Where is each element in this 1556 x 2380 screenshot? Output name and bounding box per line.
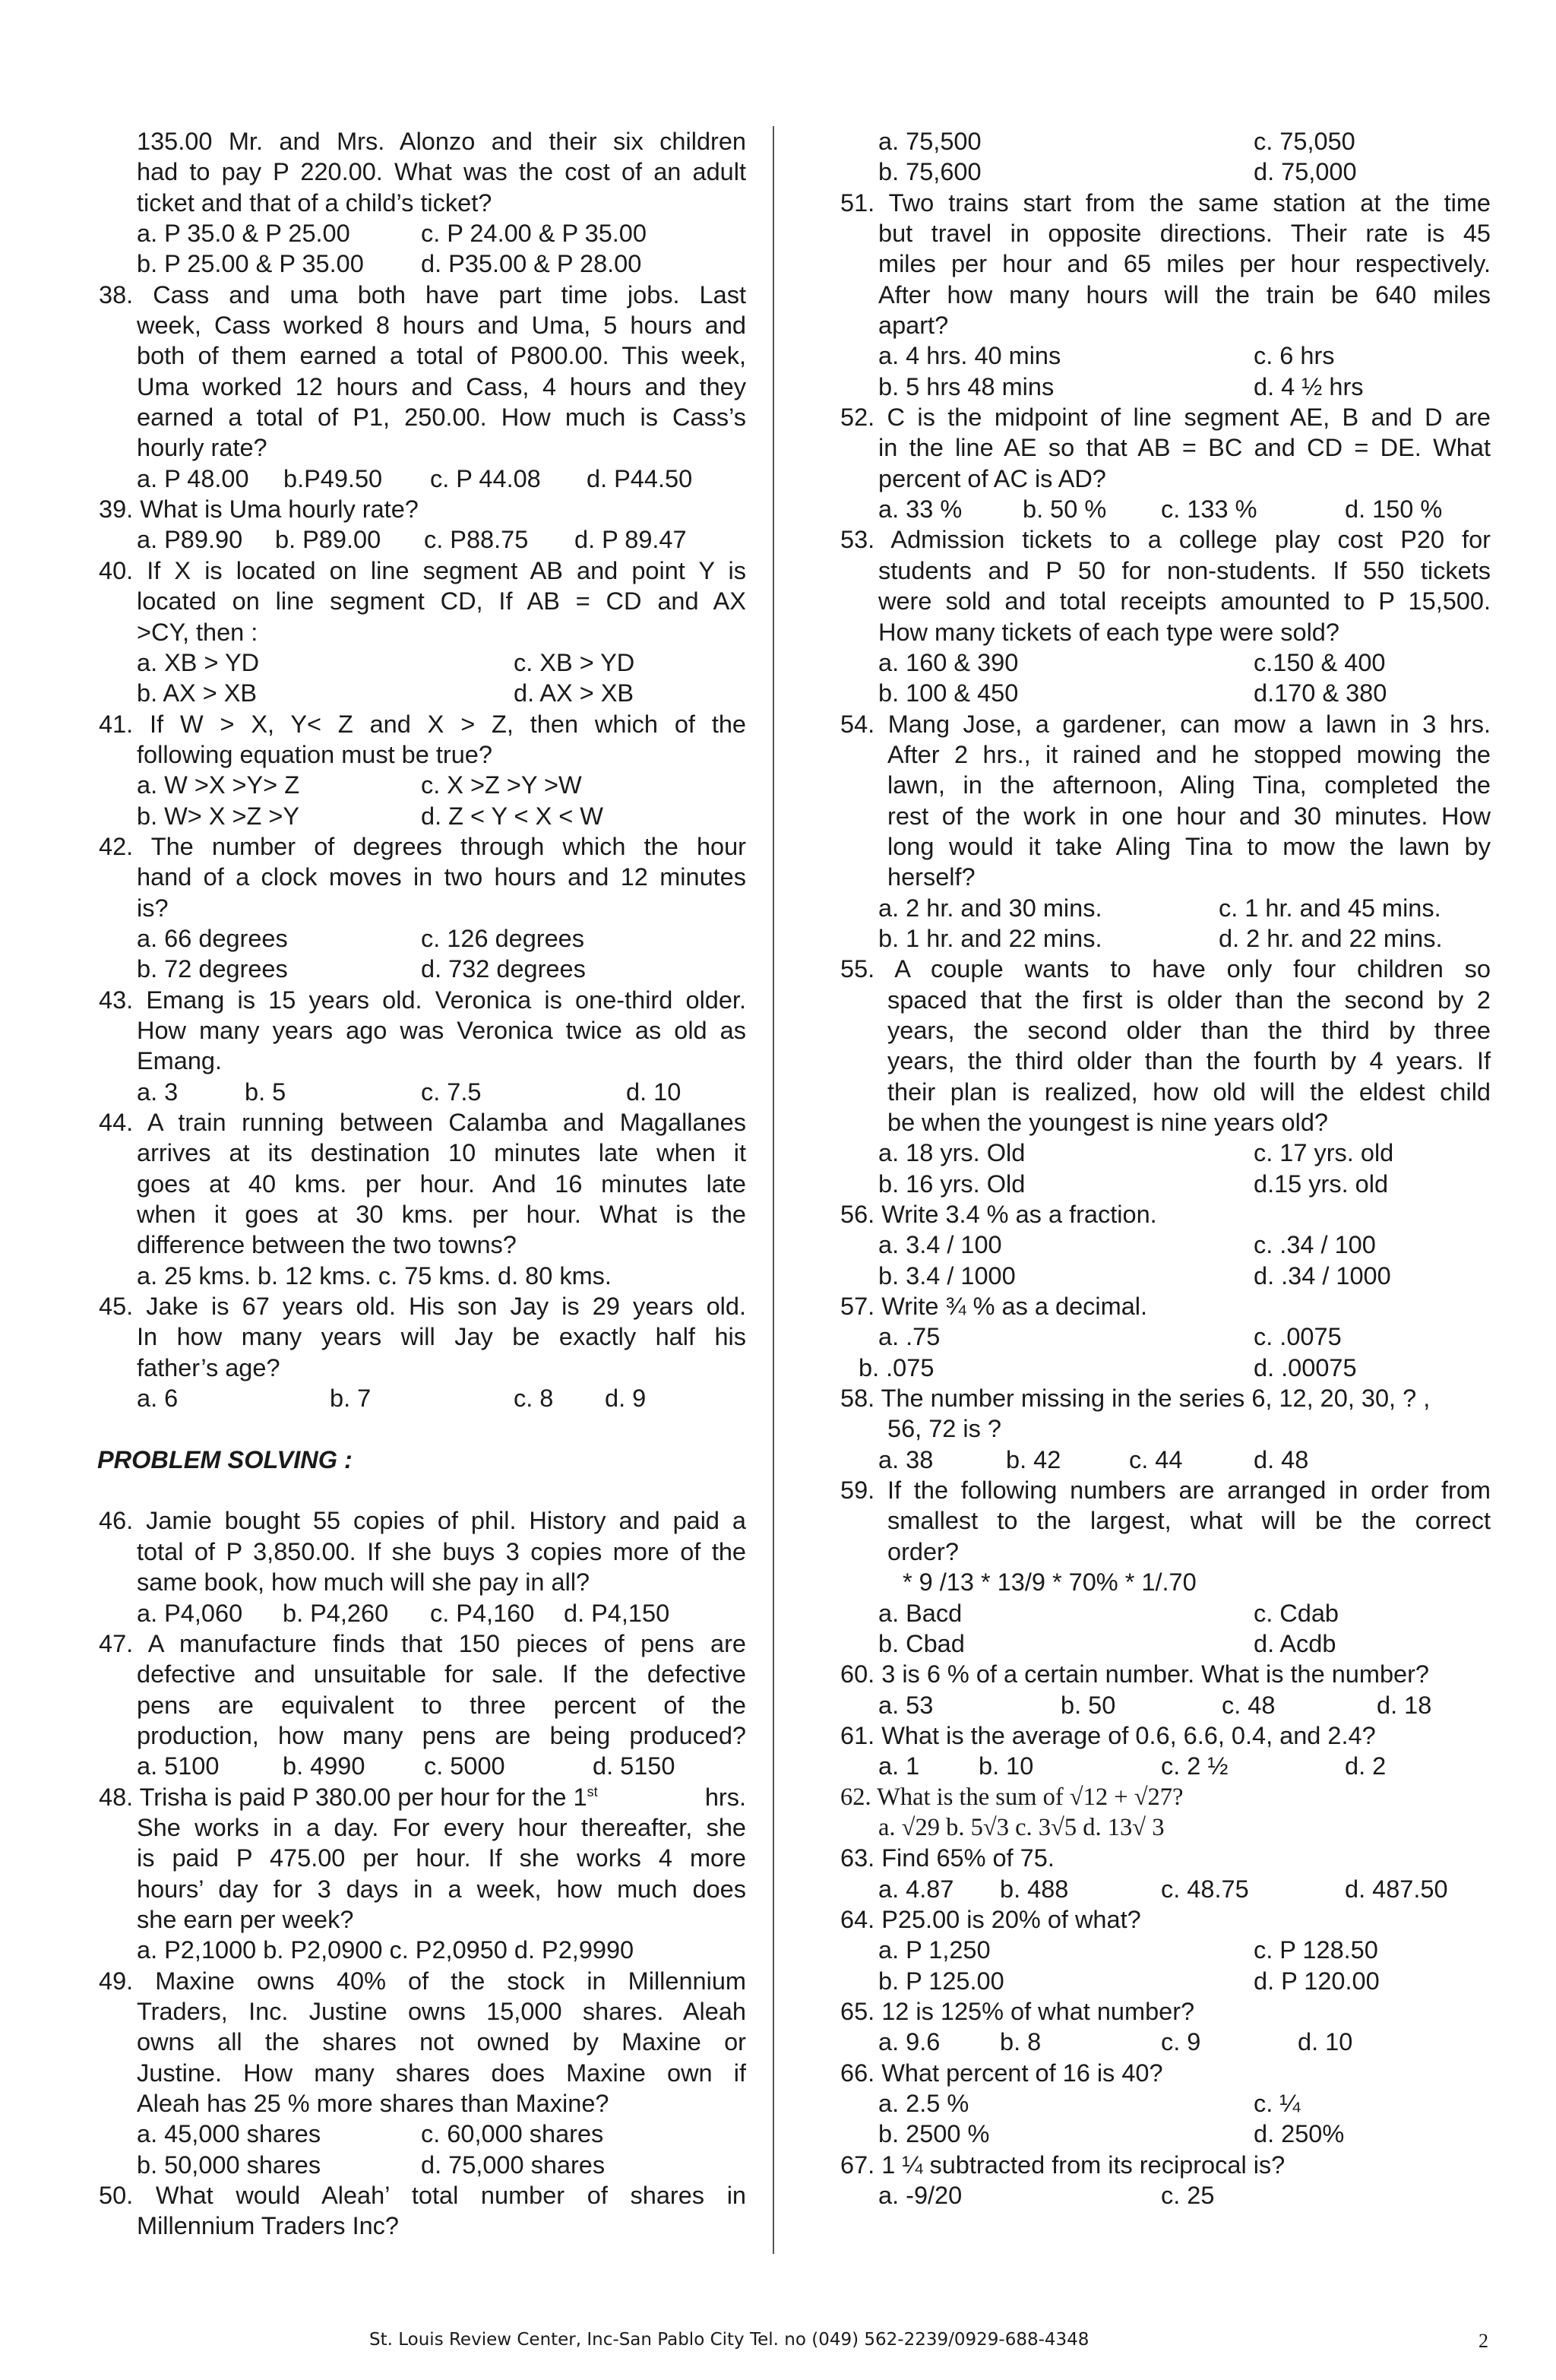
option-a: a. 160 & 390	[878, 648, 1019, 676]
question-text: following equation must be true?	[137, 740, 492, 768]
option-d: d. 9	[605, 1385, 647, 1413]
question-text: long would it take Aling Tina to mow the lawn by	[887, 832, 1491, 860]
option-c: c. P 44.08	[430, 464, 541, 492]
question-text: How many years ago was Veronica twice as old as	[137, 1016, 746, 1044]
question-text: 58. The number missing in the series 6, 12, 20, 30, ? ,	[840, 1385, 1431, 1413]
question-text: 59. If the following numbers are arranged in order from	[840, 1476, 1491, 1505]
option-c: c. 9	[1161, 2028, 1201, 2056]
option-c: c. XB > YD	[514, 648, 635, 676]
question-text: In how many years will Jay be exactly half his	[137, 1323, 746, 1351]
question-text: owns all the shares not owned by Maxine or	[137, 2028, 746, 2056]
options-row	[840, 126, 1491, 157]
option-b: b. .075	[859, 1353, 935, 1381]
option-d: d. 2	[1345, 1752, 1387, 1780]
question-text: located on line segment CD, If AB = CD and AX	[137, 587, 746, 616]
options-row	[840, 1751, 1491, 1781]
option-a: a. W >X >Y> Z	[137, 771, 300, 799]
question-text: rest of the work in one hour and 30 minutes. How	[887, 802, 1491, 830]
question-text: is paid P 475.00 per hour. If she works 4 more	[137, 1844, 746, 1872]
option-d: d. 2 hr. and 22 mins.	[1219, 924, 1443, 952]
options-row	[840, 340, 1491, 371]
option-a: a. 38	[878, 1445, 934, 1473]
options-row	[99, 647, 746, 678]
question-text: pens are equivalent to three percent of the	[137, 1691, 746, 1719]
option-a: a. 2.5 %	[878, 2090, 969, 2117]
question-text: herself?	[887, 863, 976, 891]
option-a: a. P 48.00	[137, 464, 249, 492]
options-row	[840, 1628, 1491, 1659]
option-c: c. 6 hrs	[1254, 342, 1335, 370]
option-b: b. P89.00	[275, 526, 381, 554]
option-a: a. P 35.0 & P 25.00	[137, 220, 350, 248]
option-a: a. -9/20	[878, 2182, 963, 2210]
options-row	[840, 923, 1491, 954]
question-text: years, the third older than the fourth by 4 years. If	[887, 1047, 1491, 1075]
question-text: 56. Write 3.4 % as a fraction.	[840, 1201, 1157, 1229]
options-row	[840, 157, 1491, 187]
question-text: same book, how much will she pay in all?	[137, 1568, 590, 1597]
option-a: a. 3	[137, 1078, 179, 1106]
question-text: 67. 1 ¼ subtracted from its reciprocal is?	[840, 2151, 1286, 2179]
option-d: d. 10	[1298, 2028, 1353, 2056]
option-c: c.150 & 400	[1254, 648, 1386, 676]
options-row	[99, 770, 746, 800]
options-row	[840, 2027, 1491, 2057]
option-c: c. .34 / 100	[1254, 1231, 1376, 1259]
option-a: a. XB > YD	[137, 648, 260, 676]
question-text: 66. What percent of 16 is 40?	[840, 2059, 1163, 2087]
question-text: Traders, Inc. Justine owns 15,000 shares. Aleah	[137, 1997, 746, 2025]
question-text: Uma worked 12 hours and Cass, 4 hours and they	[137, 372, 746, 400]
option-a: a. 1	[878, 1752, 920, 1780]
options-row	[99, 218, 746, 248]
option-d: d.170 & 380	[1254, 679, 1387, 707]
option-b: b. 42	[1006, 1445, 1061, 1473]
options-row	[840, 647, 1491, 678]
question-text: spaced that the first is older than the second by 2	[887, 986, 1491, 1014]
question-text: miles per hour and 65 miles per hour respectively.	[878, 250, 1491, 278]
question-text: 44. A train running between Calamba and Magallanes	[99, 1109, 746, 1136]
options-row	[99, 1751, 746, 1781]
question-text: 54. Mang Jose, a gardener, can mow a lawn in 3 hrs.	[840, 710, 1491, 738]
options-row	[840, 1230, 1491, 1260]
options-row	[99, 954, 746, 984]
option-a: a. 2 hr. and 30 mins.	[878, 894, 1102, 922]
question-text: 55. A couple wants to have only four children so	[840, 955, 1491, 983]
question-text: percent of AC is AD?	[878, 464, 1106, 492]
question-text: ticket and that of a child’s ticket?	[137, 188, 492, 217]
footer-contact: St. Louis Review Center, Inc-San Pablo City Tel. no (049) 562-2239/0929-688-4348	[369, 2330, 1090, 2350]
option-d: d. 18	[1377, 1691, 1432, 1719]
question-text: 43. Emang is 15 years old. Veronica is one-third older.	[99, 986, 746, 1014]
option-a: a. P 1,250	[878, 1936, 991, 1964]
option-b: b. 50	[1061, 1691, 1116, 1719]
option-d: d.15 yrs. old	[1254, 1169, 1389, 1198]
option-d: d. 487.50	[1345, 1875, 1448, 1903]
option-c: c. 1 hr. and 45 mins.	[1219, 894, 1441, 922]
option-a: a. 66 degrees	[137, 924, 288, 952]
question-text: 63. Find 65% of 75.	[840, 1844, 1055, 1872]
option-a: a. 6	[137, 1385, 179, 1413]
question-text: smallest to the largest, what will be the correct	[887, 1507, 1491, 1535]
option-d: d. .34 / 1000	[1254, 1261, 1391, 1290]
option-c: c. 7.5	[421, 1078, 482, 1106]
option-a: a. 5100	[137, 1752, 220, 1780]
question-text: were sold and total receipts amounted to P 15,500.	[878, 587, 1491, 616]
question-text: 56, 72 is ?	[887, 1415, 1001, 1443]
options-row	[99, 1077, 746, 1107]
question-text: total of P 3,850.00. If she buys 3 copies more of the	[137, 1537, 746, 1565]
option-b: b. 5	[245, 1078, 286, 1106]
question-text: lawn, in the afternoon, Aling Tina, completed the	[887, 771, 1491, 799]
option-c: c. 48	[1222, 1691, 1276, 1719]
option-a: a. 9.6	[878, 2028, 941, 2056]
options-row	[840, 1935, 1491, 1965]
options-row	[840, 1261, 1491, 1291]
options-row	[840, 1169, 1491, 1199]
option-b: b.P49.50	[283, 464, 383, 492]
option-b: b. 2500 %	[878, 2120, 990, 2148]
question-text-part: 48. Trisha is paid P 380.00 per hour for the 1st	[99, 1783, 598, 1811]
question-text: 46. Jamie bought 55 copies of phil. History and paid a	[99, 1507, 746, 1535]
question-text: 49. Maxine owns 40% of the stock in Millennium	[99, 1967, 746, 1995]
question-text: Emang.	[137, 1047, 223, 1075]
question-text: Aleah has 25 % more shares than Maxine?	[137, 2090, 609, 2117]
option-d: d. P4,150	[564, 1599, 670, 1627]
option-b: b. 75,600	[878, 158, 982, 186]
question-text: she earn per week?	[137, 1905, 354, 1933]
option-c: c. 2 ½	[1161, 1752, 1229, 1780]
option-b: b. 5 hrs 48 mins	[878, 372, 1055, 400]
option-a: a. 3.4 / 100	[878, 1231, 1002, 1259]
option-c: c. 133 %	[1161, 495, 1257, 524]
question-text: order?	[887, 1537, 959, 1565]
question-text: She works in a day. For every hour thereafter, she	[137, 1813, 746, 1841]
options-row	[99, 923, 746, 954]
options-row	[840, 2180, 1491, 2211]
option-a: a. 18 yrs. Old	[878, 1139, 1026, 1167]
options-row	[840, 893, 1491, 923]
option-d: d. P 120.00	[1254, 1967, 1380, 1995]
options-row	[99, 2119, 746, 2149]
question-text: students and P 50 for non-students. If 550 tickets	[878, 556, 1491, 584]
question-text: father’s age?	[137, 1353, 280, 1381]
options-row	[840, 1966, 1491, 1996]
option-c: c. 44	[1129, 1445, 1183, 1473]
question-text-part: hrs.	[704, 1783, 746, 1811]
option-d: d. Acdb	[1254, 1629, 1336, 1657]
option-a: a. Bacd	[878, 1599, 963, 1627]
option-d: d. P35.00 & P 28.00	[421, 250, 642, 278]
question-text: How many tickets of each type were sold?	[878, 618, 1339, 646]
option-d: d. 250%	[1254, 2120, 1345, 2148]
option-a: a. 4.87	[878, 1875, 954, 1903]
option-c: c. P4,160	[430, 1599, 535, 1627]
option-c: c. 60,000 shares	[421, 2120, 604, 2148]
question-text	[99, 1782, 746, 1812]
left-column	[99, 126, 746, 2242]
option-c: c. 8	[514, 1385, 554, 1413]
question-text: After 2 hrs., it rained and he stopped mowing the	[887, 740, 1491, 768]
question-text: 41. If W > X, Y< Z and X > Z, then which of the	[99, 710, 746, 738]
options-row: a. 25 kms. b. 12 kms. c. 75 kms. d. 80 kms.	[137, 1261, 612, 1290]
question-text: 62. What is the sum of √12 + √27?	[840, 1783, 1184, 1811]
question-text: earned a total of P1, 250.00. How much is Cass’s	[137, 404, 746, 432]
options-row	[840, 678, 1491, 708]
options-row	[99, 1598, 746, 1628]
question-text: 40. If X is located on line segment AB and point Y is	[99, 556, 746, 584]
question-text: be when the youngest is nine years old?	[887, 1109, 1328, 1136]
option-b: b. AX > XB	[137, 679, 258, 707]
question-text: 42. The number of degrees through which the hour	[99, 832, 746, 860]
question-text: Justine. How many shares does Maxine own if	[137, 2059, 746, 2087]
option-a: a. 33 %	[878, 495, 963, 524]
option-c: c. P88.75	[424, 526, 529, 554]
options-row	[99, 464, 746, 494]
option-c: c. 17 yrs. old	[1254, 1139, 1394, 1167]
question-text: apart?	[878, 312, 949, 340]
options-row	[99, 801, 746, 831]
option-b: b. 100 & 450	[878, 679, 1019, 707]
option-d: d. 75,000 shares	[421, 2151, 606, 2179]
option-b: b. 10	[979, 1752, 1034, 1780]
option-d: d. 10	[626, 1078, 682, 1106]
question-text: arrives at its destination 10 minutes late when it	[137, 1139, 746, 1167]
option-b: b. 50,000 shares	[137, 2151, 321, 2179]
options-row	[840, 1690, 1491, 1720]
question-text: 60. 3 is 6 % of a certain number. What is the number?	[840, 1660, 1429, 1688]
question-text: is?	[137, 894, 169, 922]
option-a: a. 4 hrs. 40 mins	[878, 342, 1061, 370]
option-d: d. Z < Y < X < W	[421, 802, 603, 830]
options-row	[840, 1598, 1491, 1628]
option-a: a. P4,060	[137, 1599, 243, 1627]
option-c: c. 25	[1161, 2182, 1215, 2210]
options-row: a. √29 b. 5√3 c. 3√5 d. 13√ 3	[878, 1813, 1165, 1841]
option-b: b. 7	[330, 1385, 372, 1413]
option-d: d. P44.50	[587, 464, 693, 492]
question-text: in the line AE so that AB = BC and CD = DE. What	[878, 434, 1491, 462]
question-text: 39. What is Uma hourly rate?	[99, 495, 419, 524]
option-b: b. 488	[1000, 1875, 1069, 1903]
question-text: when it goes at 30 kms. per hour. What is the	[137, 1201, 746, 1229]
option-b: b. P 25.00 & P 35.00	[137, 250, 364, 278]
question-text: defective and unsuitable for sale. If the defective	[137, 1660, 746, 1688]
right-column	[840, 126, 1491, 2211]
option-d: d. AX > XB	[514, 679, 634, 707]
options-row	[99, 524, 746, 555]
question-text: 65. 12 is 125% of what number?	[840, 1997, 1195, 2025]
options-row	[840, 1445, 1491, 1475]
question-text: 38. Cass and uma both have part time jobs. Last	[99, 280, 746, 309]
question-text: had to pay P 220.00. What was the cost of an adult	[137, 158, 746, 186]
question-text: 51. Two trains start from the same station at the time	[840, 188, 1491, 217]
question-text: 45. Jake is 67 years old. His son Jay is 29 years old.	[99, 1293, 746, 1321]
option-a: a. P89.90	[137, 526, 243, 554]
options-row	[840, 372, 1491, 402]
option-a: a. 53	[878, 1691, 934, 1719]
question-text: Millennium Traders Inc?	[137, 2212, 399, 2240]
question-text: years, the second older than the third by three	[887, 1016, 1491, 1044]
question-text: production, how many pens are being produced?	[137, 1721, 746, 1749]
options-row	[840, 1138, 1491, 1168]
question-text: 57. Write ¾ % as a decimal.	[840, 1293, 1148, 1321]
option-c: c. 48.75	[1161, 1875, 1249, 1903]
options-row: a. P2,1000 b. P2,0900 c. P2,0950 d. P2,9990	[137, 1936, 634, 1964]
option-d: d. 150 %	[1345, 495, 1443, 524]
page-number: 2	[1479, 2330, 1488, 2352]
options-row	[840, 494, 1491, 524]
option-d: d. 5150	[593, 1752, 675, 1780]
options-row	[99, 1383, 746, 1413]
option-a: a. 45,000 shares	[137, 2120, 321, 2148]
question-text: 52. C is the midpoint of line segment AE, B and D are	[840, 404, 1491, 432]
options-row	[840, 2088, 1491, 2119]
question-text: week, Cass worked 8 hours and Uma, 5 hours and	[137, 312, 746, 340]
option-c: c. P 128.50	[1254, 1936, 1378, 1964]
option-c: c. 75,050	[1254, 128, 1355, 155]
question-text: hourly rate?	[137, 434, 267, 462]
question-text: their plan is realized, how old will the eldest child	[887, 1078, 1491, 1106]
option-c: c. 126 degrees	[421, 924, 585, 952]
question-text: 50. What would Aleah’ total number of shares in	[99, 2182, 746, 2210]
option-b: b. 8	[1000, 2028, 1042, 2056]
options-row	[99, 678, 746, 708]
option-b: b. Cbad	[878, 1629, 965, 1657]
option-d: d. P 89.47	[574, 526, 687, 554]
option-c: c. Cdab	[1254, 1599, 1339, 1627]
options-row	[840, 1353, 1491, 1383]
options-row	[840, 1874, 1491, 1904]
option-b: b. 4990	[283, 1752, 365, 1780]
option-d: d. 732 degrees	[421, 955, 586, 983]
question-text: 53. Admission tickets to a college play cost P20 for	[840, 526, 1491, 554]
option-b: b. 16 yrs. Old	[878, 1169, 1026, 1198]
question-text: hours’ day for 3 days in a week, how much does	[137, 1875, 746, 1903]
question-text: After how many hours will the train be 640 miles	[878, 280, 1491, 309]
option-c: c. .0075	[1254, 1323, 1342, 1351]
question-text: goes at 40 kms. per hour. And 16 minutes late	[137, 1169, 746, 1198]
option-b: b. 72 degrees	[137, 955, 288, 983]
option-b: b. 3.4 / 1000	[878, 1261, 1016, 1290]
options-row	[840, 1321, 1491, 1352]
option-d: d. 4 ½ hrs	[1254, 372, 1364, 400]
option-d: d. 48	[1254, 1445, 1309, 1473]
column-divider	[773, 126, 774, 2254]
question-text: difference between the two towns?	[137, 1231, 517, 1259]
question-text: >CY, then :	[137, 618, 258, 646]
option-a: a. .75	[878, 1323, 941, 1351]
options-row	[840, 2119, 1491, 2149]
question-text: 64. P25.00 is 20% of what?	[840, 1905, 1141, 1933]
question-text: 61. What is the average of 0.6, 6.6, 0.4, and 2.4?	[840, 1721, 1376, 1749]
question-text: 47. A manufacture finds that 150 pieces of pens are	[99, 1629, 746, 1657]
options-row	[99, 248, 746, 279]
question-text: hand of a clock moves in two hours and 12 minutes	[137, 863, 746, 891]
option-d: d. 75,000	[1254, 158, 1357, 186]
options-row	[99, 2150, 746, 2180]
option-c: c. 5000	[424, 1752, 505, 1780]
option-c: c. P 24.00 & P 35.00	[421, 220, 647, 248]
option-c: c. ¼	[1254, 2090, 1301, 2117]
option-a: a. 75,500	[878, 128, 982, 155]
option-b: b. W> X >Z >Y	[137, 802, 300, 830]
question-text: 135.00 Mr. and Mrs. Alonzo and their six children	[137, 128, 746, 155]
section-heading: PROBLEM SOLVING :	[97, 1445, 353, 1473]
option-d: d. .00075	[1254, 1353, 1357, 1381]
option-b: b. 50 %	[1023, 495, 1107, 524]
option-c: c. X >Z >Y >W	[421, 771, 582, 799]
option-b: b. P 125.00	[878, 1967, 1004, 1995]
option-b: b. P4,260	[283, 1599, 389, 1627]
question-text: both of them earned a total of P800.00. This week,	[137, 342, 746, 370]
question-text: * 9 /13 * 13/9 * 70% * 1/.70	[903, 1568, 1197, 1597]
question-text: but travel in opposite directions. Their rate is 45	[878, 220, 1491, 248]
option-b: b. 1 hr. and 22 mins.	[878, 924, 1102, 952]
